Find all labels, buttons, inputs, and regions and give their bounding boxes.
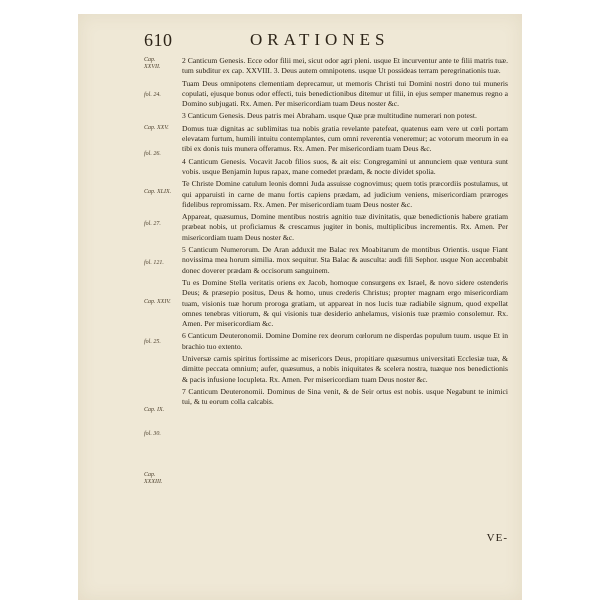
margin-note: Cap. XLIX. bbox=[144, 189, 172, 195]
prayer-entry: Te Christe Domine catulum leonis domni Juda assuisse cognovimus; quem totis præcordiis postulamus, ut qui apparuisti in carne de manu fortis capiens prædam, ad judicium veniens, misericordiam præroges fidelibus repromissam. Rx. Amen. Per misericordiam tuam Deus noster &c. bbox=[182, 179, 508, 209]
prayer-entry: Domus tuæ dignitas ac sublimitas tua nobis gratia revelante patefeat, quatenus eam vere ut cœli portam elevatam furtum, humili intuitu contemplantes, cum omni reverentia veneremur; ac votorum meorum in ea tibi ex donis tuis munera offeramus. Rx. Amen. Per misericordiam tuam Deus &c. bbox=[182, 123, 508, 154]
margin-note: Cap. XXV. bbox=[144, 125, 169, 131]
margin-note: fol. 27. bbox=[144, 221, 161, 227]
margin-note: fol. 121. bbox=[144, 260, 164, 266]
canticle-entry: 3 Canticum Genesis. Deus patris mei Abraham. usque Quæ præ multitudine numerari non potest. bbox=[182, 111, 477, 121]
canticle-entry: 4 Canticum Genesis. Vocavit Jacob filios suos, & ait eis: Congregamini ut annunciem quæ ventura sunt vobis. usque Benjamin lupus rapax, mane comedet prædam, & nocte dividet spolia. bbox=[182, 156, 508, 176]
canticle-entry: 5 Canticum Numerorum. De Aran adduxit me Balac rex Moabitarum de montibus Orientis. usque Fiant novissima mea horum similia. mox sequitur. Sta Balac & ausculta: audi fili Sephor. usque Non accenbabit donec doverer prædam & occisorum sanguinem. bbox=[182, 245, 508, 275]
canticle-entry: 6 Canticum Deuteronomii. Domine Domine rex deorum cœlorum ne disperdas populum tuum. usque Et in brachio tuo extento. bbox=[182, 331, 508, 351]
body-text bbox=[182, 56, 508, 410]
canticle-entry: 2 Canticum Genesis. Ecce odor filii mei, sicut odor agri pleni. usque Et incurventur ante te filii matris tuæ. tum subditur ex cap. XXVIII. 3. Deus autem omnipotens. usque Ut possideas terram peregrinationis tuæ. bbox=[182, 56, 508, 76]
margin-note: fol. 26. bbox=[144, 151, 161, 157]
margin-note: Cap. IX. bbox=[144, 407, 165, 413]
prayer-entry: Universæ carnis spiritus fortissime ac misericors Deus, propitiare quæsumus universitati Ecclesiæ tuæ, & dimitte peccata omnium; aufer, quæsumus, a nobis iniquitates & scelera nostra, tuæque nos benedictionis & pacis infusione locupleta. Rx. Amen. Per misericordiam tuam Deus noster &c. bbox=[182, 354, 508, 384]
running-title: ORATIONES bbox=[250, 30, 390, 49]
prayer-entry: Appareat, quæsumus, Domine mentibus nostris agnitio tuæ divinitatis, quæ benedictionis habere gratiam præbeat nobis, ut proficiamus & crescamus jugiter in bonis, multiplicibus incrementis. Rx. Amen. Per misericordiam tuam Deus noster &c. bbox=[182, 212, 508, 242]
catchword: VE- bbox=[486, 532, 508, 544]
page-number: 610 bbox=[144, 30, 173, 50]
prayer-entry: Tuam Deus omnipotens clementiam deprecamur, ut memoris Christi tui Domini nostri dono tui muneris copulati, ejusque bonus odor effecti, tuis benedictionibus ditemur ut filii, in ejus semper manemus regno a Domino subjugati. Rx. Amen. Per misericordiam tuam Deus noster &c. bbox=[182, 78, 508, 109]
margin-note: Cap. XXIV. bbox=[144, 299, 171, 305]
margin-note: Cap. XXXIII. bbox=[144, 472, 163, 485]
margin-note: Cap. XXVII. bbox=[144, 57, 161, 70]
book-page bbox=[78, 14, 522, 600]
canticle-entry: 7 Canticum Deuteronomii. Dominus de Sina venit, & de Seir ortus est nobis. usque Negabunt te inimici tui, & tu eorum colla calcabis. bbox=[182, 386, 508, 407]
page-header bbox=[144, 30, 504, 54]
prayer-entry: Tu es Domine Stella veritatis oriens ex Jacob, homoque consurgens ex Israel, & novo sidere ostenderis Deus; & præsepio positus, Deus & homo, unus crederis Christus; propter magnam ergo misericordiam tuam, visionis tuæ horum proroga gratiam, ut appareat in nos lucis tuæ radiabile signum, quod expellat omnes tenebras vitiorum, & qui visionis tuæ desiderio anhelamus, visionis tuæ præmio consolemur. Rx. Amen. Per misericordiam &c. bbox=[182, 277, 508, 329]
margin-note: fol. 30. bbox=[144, 431, 161, 437]
margin-note: fol. 25. bbox=[144, 339, 161, 345]
margin-note: fol. 24. bbox=[144, 92, 161, 98]
